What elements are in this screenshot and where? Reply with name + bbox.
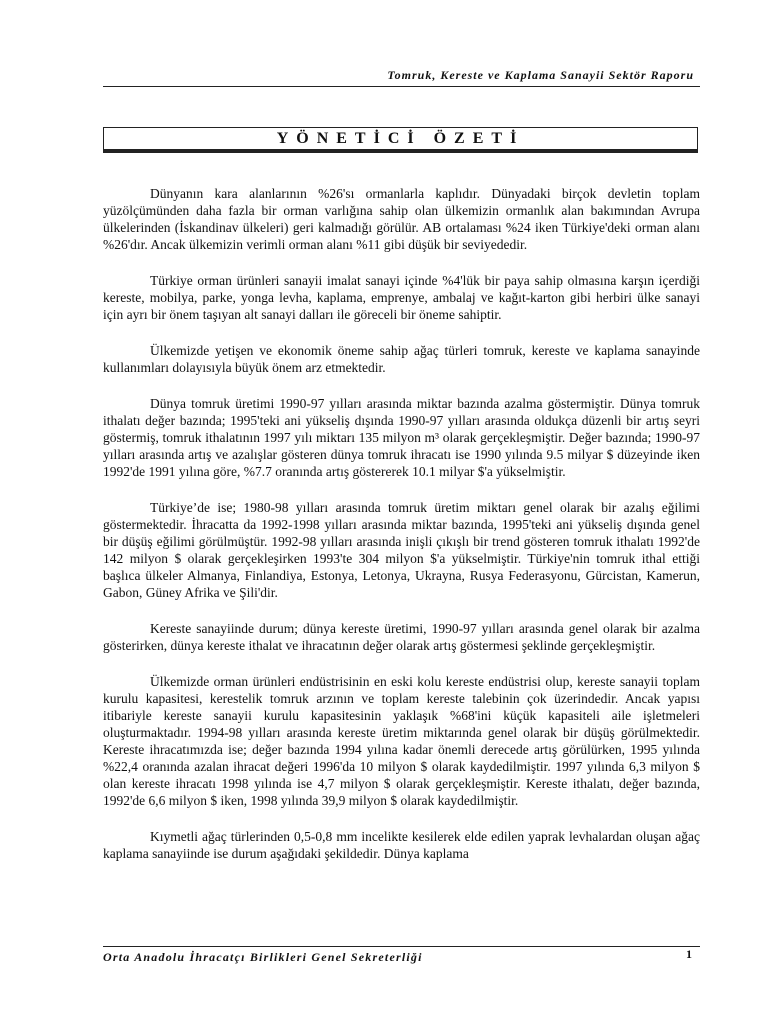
footer-divider [103, 946, 700, 947]
section-title-box [103, 127, 698, 153]
paragraph-tree-species: Ülkemizde yetişen ve ekonomik öneme sahip ağaç türleri tomruk, kereste ve kaplama sanayinde kullanımları dolayısıyla büyük önem arz etmektedir. [103, 343, 700, 375]
paragraph-forest-area: Dünyanın kara alanlarının %26'sı ormanlarla kaplıdır. Dünyadaki birçok devletin toplam yüzölçümünden daha fazla bir orman varlığına sahip olan ülkemizin ormanlık alan bakımından Avrupa ülkelerinden (İskandinav ülkeleri) geri kalmadığı görülür. AB ortalaması %24 iken Türkiye'deki orman alanı %26'dır. Ancak ülkemizin verimli orman alanı %11 gibi düşük bir seviyededir. [103, 186, 700, 252]
paragraph-lumber-world: Kereste sanayiinde durum; dünya kereste üretimi, 1990-97 yılları arasında genel olarak bir azalma gösterirken, dünya kereste ithalat ve ihracatının değer olarak artış göstermesi şeklinde gerçekleşmiştir. [103, 621, 700, 653]
footer-organization: Orta Anadolu İhracatçı Birlikleri Genel Sekreterliği [103, 950, 423, 964]
paragraph-turkey-log: Türkiye’de ise; 1980-98 yılları arasında tomruk üretim miktarı genel olarak bir azalış eğilimi göstermektedir. İhracatta da 1992-1998 yılları arasında miktar bazında, 1995'teki ani yükseliş dışında genel bir düşüş eğilimi görülmüştür. 1992-98 yılları arasında inişli çıkışlı bir trend gösteren tomruk ithalatı 1992'de 142 milyon $ olarak gerçekleşirken 1993'te 304 milyon $'a yükselmiştir. Türkiye'nin tomruk ithal ettiği başlıca ülkeler Almanya, Finlandiya, Estonya, Letonya, Ukrayna, Rusya Federasyonu, Gürcistan, Kamerun, Gabon, Güney Afrika ve Şili'dir. [103, 500, 700, 600]
paragraph-forest-products-industry: Türkiye orman ürünleri sanayii imalat sanayi içinde %4'lük bir paya sahip olmasına karşın içerdiği kereste, mobilya, parke, yonga levha, kaplama, emprenye, ambalaj ve kağıt-karton gibi herbiri ülke sanayi için ayrı bir önem taşıyan alt sanayi dalları ile göreceli bir öneme sahiptir. [103, 273, 700, 322]
running-header: Tomruk, Kereste ve Kaplama Sanayii Sektör Raporu [387, 68, 694, 82]
section-title: YÖNETİCİ ÖZETİ [276, 130, 525, 147]
paragraph-world-log-production: Dünya tomruk üretimi 1990-97 yılları arasında miktar bazında azalma göstermiştir. Dünya tomruk ithalatı değer bazında; 1995'teki ani yükseliş dışında 1990-97 yılları arasında oldukça düzenli bir artış seyri göstermiş, tomruk ithalatının 1997 yılı miktarı 135 milyon m³ olarak gerçekleşmiştir. Değer bazında; 1990-97 yılları arasında artış ve azalışlar gösteren dünya tomruk ihracatı ise 1990 yılında 9.5 milyar $ düzeyinde iken 1992'de 1991 yılına göre, %7.7 oranında artış göstererek 10.1 milyar $'a yükselmiştir. [103, 396, 700, 479]
paragraph-veneer: Kıymetli ağaç türlerinden 0,5-0,8 mm incelikte kesilerek elde edilen yaprak levhalardan oluşan ağaç kaplama sanayiinde ise durum aşağıdaki şekildedir. Dünya kaplama [103, 829, 700, 861]
page-number: 1 [686, 947, 692, 961]
document-body [103, 185, 700, 862]
paragraph-lumber-turkey: Ülkemizde orman ürünleri endüstrisinin en eski kolu kereste endüstrisi olup, kereste sanayii toplam kurulu kapasitesi, kerestelik tomruk arzının ve toplam kereste talebinin çok üzerindedir. Ancak yapısı itibariyle kereste sanayii kurulu kapasitesinin yaklaşık %68'ini küçük kapasiteli aile işletmeleri oluşturmaktadır. 1994-98 yılları arasında kereste üretim miktarında genel olarak bir düşüş görülmektedir. Kereste ihracatımızda ise; değer bazında 1994 yılına kadar önemli derecede artış görülürken, 1995 yılında %22,4 oranında azalan ihracat değeri 1996'da 10 milyon $ olarak kaydedilmiştir. 1997 yılında 6,3 milyon $ olan kereste ihracatı 1998 yılında ise 4,7 milyon $ olarak gerçekleşmiştir. Kereste ithalatı, değer bazında, 1992'de 6,6 milyon $ iken, 1998 yılında 39,9 milyon $ olarak kaydedilmiştir. [103, 674, 700, 808]
header-divider [103, 86, 700, 87]
